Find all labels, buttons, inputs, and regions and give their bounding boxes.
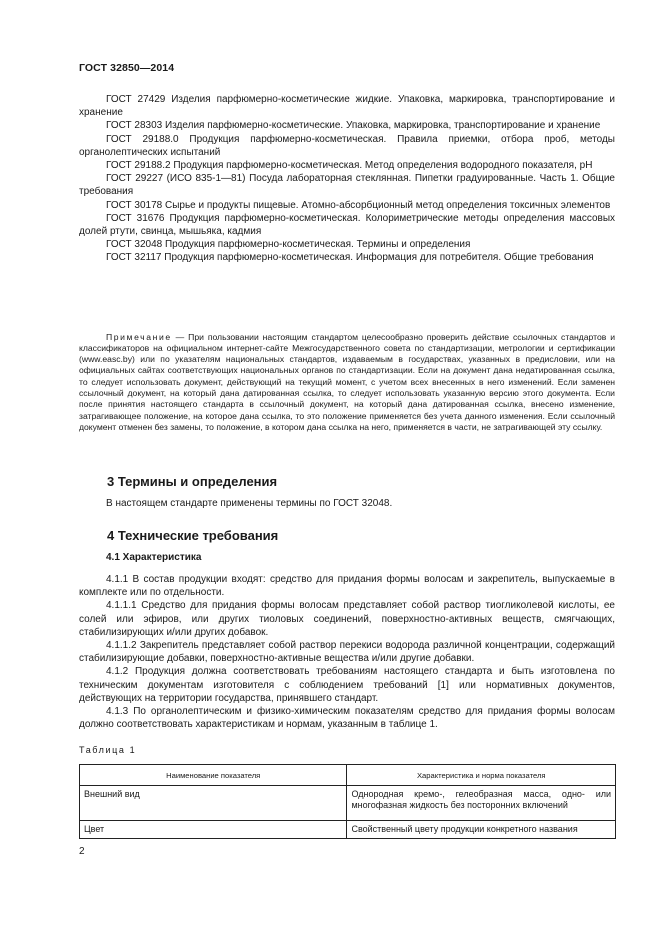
reference-item: ГОСТ 29188.2 Продукция парфюмерно-косметическая. Метод определения водородного показателя, pH (106, 160, 593, 172)
section-4-body (79, 573, 615, 731)
table-cell: Внешний вид (80, 786, 347, 821)
reference-item: ГОСТ 32048 Продукция парфюмерно-косметическая. Термины и определения (106, 239, 471, 251)
paragraph: 4.1.1.1 Средство для придания формы волосам представляет собой раствор тиогликолевой кислоты, ее солей или эфиров, или других тиоловых соединений, поверхностно-активных веществ, смягчающих, стабилизирующих и/или других добавок. (79, 600, 615, 638)
table-cell: Свойственный цвету продукции конкретного названия (347, 821, 616, 839)
document-header: ГОСТ 32850—2014 (79, 62, 175, 74)
note-text: — При пользовании настоящим стандартом целесообразно проверить действие ссылочных стандартов и классификаторов на официальном интернет-сайте Межгосударственного совета по стандартизации, метрологии и сертификации (www.easc.by) или по указателям национальных стандартов, издаваемым в государствах, указанных в предисловии, или на официальных сайтах соответствующих национальных органов по стандартизации. Если на документ дана недатированная ссылка, то следует использовать документ, действующий на текущий момент, с учетом всех внесенных в него изменений. Если заменен ссылочный документ, на который дана датированная ссылка, то следует использовать указанную версию этого документа. Если после принятия настоящего стандарта в ссылочный документ, на который дана датированная ссылка, внесено изменение, затрагивающее положение, на которое дана ссылка, то это положение применяется без учета данного изменения. Если ссылочный документ отменен без замены, то положение, в котором дана ссылка на него, применяется в части, не затрагивающей эту ссылку. (79, 331, 615, 432)
reference-item: ГОСТ 32117 Продукция парфюмерно-косметическая. Информация для потребителя. Общие требования (106, 252, 594, 264)
section-3-title: 3 Термины и определения (107, 474, 278, 489)
references-note (79, 332, 615, 434)
paragraph: 4.1.2 Продукция должна соответствовать требованиям настоящего стандарта и быть изготовлена по техническим документам изготовителя с соблюдением требований [1] или нормативных документов, действующих на территории государства, принявшего стандарт. (79, 666, 615, 704)
table-header-row (80, 765, 616, 786)
subsection-4-1-title: 4.1 Характеристика (106, 552, 202, 563)
reference-item: ГОСТ 27429 Изделия парфюмерно-косметические жидкие. Упаковка, маркировка, транспортирование и хранение (79, 94, 615, 119)
table-header-cell: Наименование показателя (80, 765, 347, 786)
table-1 (79, 764, 616, 839)
note-label: Примечание (106, 331, 172, 342)
table-header-cell: Характеристика и норма показателя (347, 765, 616, 786)
reference-item: ГОСТ 28303 Изделия парфюмерно-косметические. Упаковка, маркировка, транспортирование и хранение (106, 120, 601, 132)
paragraph: 4.1.3 По органолептическим и физико-химическим показателям средство для придания формы волосам должно соответствовать характеристикам и нормам, указанным в таблице 1. (79, 706, 615, 731)
reference-item: ГОСТ 30178 Сырье и продукты пищевые. Атомно-абсорбционный метод определения токсичных элементов (106, 199, 611, 211)
reference-item: ГОСТ 31676 Продукция парфюмерно-косметическая. Колориметрические методы определения массовых долей ртути, свинца, мышьяка, кадмия (79, 212, 615, 238)
table-row (80, 786, 616, 821)
table-caption: Таблица 1 (79, 745, 137, 755)
section-4-title: 4 Технические требования (107, 528, 279, 543)
normative-references-list (79, 93, 615, 265)
table-cell: Однородная кремо-, гелеобразная масса, одно- или многофазная жидкость без посторонних включений (347, 786, 616, 821)
section-3-text: В настоящем стандарте применены термины по ГОСТ 32048. (106, 498, 393, 509)
page-number: 2 (79, 846, 85, 857)
table-cell: Цвет (80, 821, 347, 839)
reference-item: ГОСТ 29188.0 Продукция парфюмерно-косметическая. Правила приемки, отбора проб, методы органолептических испытаний (79, 133, 615, 158)
paragraph: 4.1.1 В состав продукции входят: средство для придания формы волосам и закрепитель, выпускаемые в комплекте или по отдельности. (79, 574, 615, 599)
paragraph: 4.1.1.2 Закрепитель представляет собой раствор перекиси водорода различной концентрации, содержащий стабилизирующие добавки, поверхностно-активные вещества и/или другие добавки. (79, 640, 615, 665)
table-row (80, 821, 616, 839)
reference-item: ГОСТ 29227 (ИСО 835-1—81) Посуда лабораторная стеклянная. Пипетки градуированные. Часть 1. Общие требования (79, 173, 615, 198)
